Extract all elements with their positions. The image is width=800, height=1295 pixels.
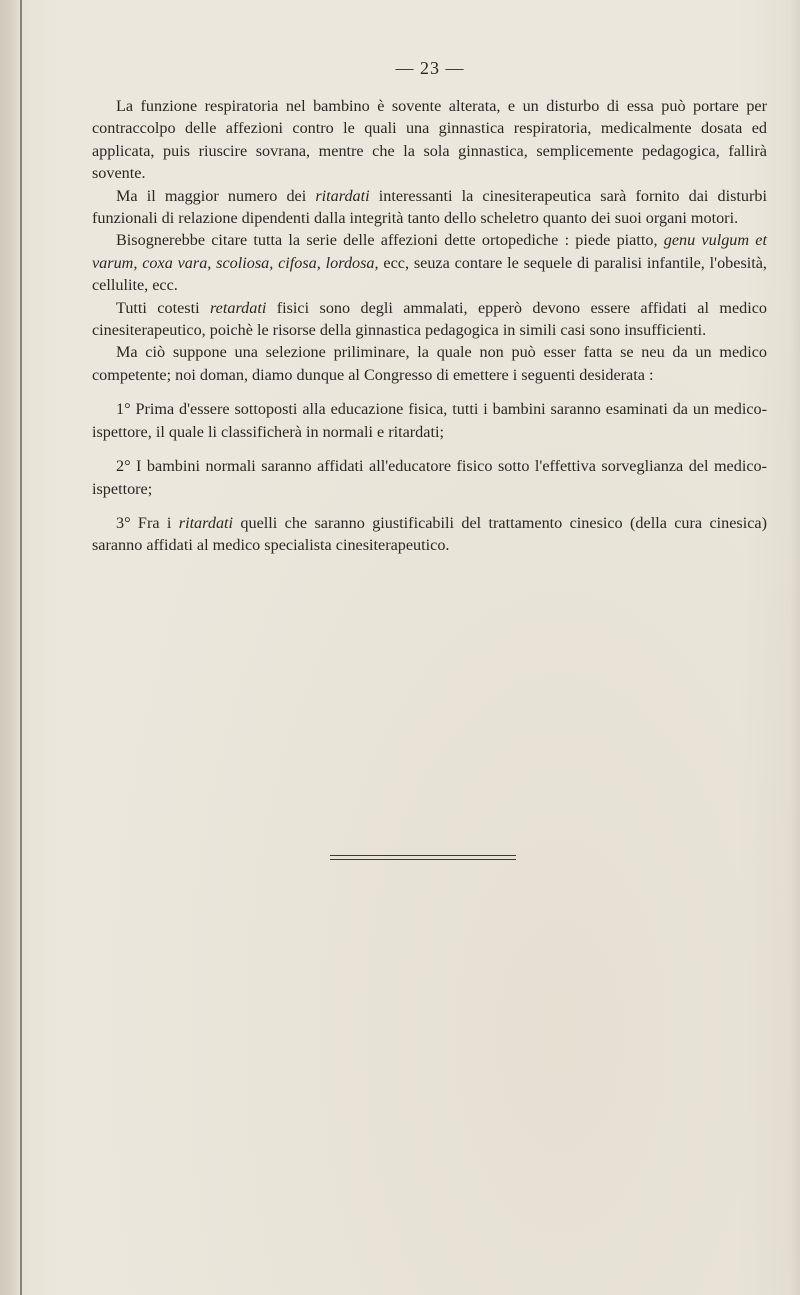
- paragraph-text: Ma il maggior numero dei: [116, 186, 316, 205]
- desideratum-2: 2° I bambini normali saranno affidati all'educatore fisico sotto l'effettiva sorveglianza del medico-ispettore;: [92, 457, 767, 498]
- italic-term: ritardati: [178, 513, 234, 532]
- paragraph-respiratory: La funzione respiratoria nel bambino è sovente alterata, e un disturbo di essa può portare per contraccolpo delle affezioni contro le quali una ginnastica respiratoria, medicalmente dosata ed applicata, puis riuscire sovrana, mentre che la sola ginnastica, semplicemente pedagogica, fallirà sovente.: [92, 97, 767, 183]
- paragraph-text: Bisognerebbe citare tutta la serie delle affezioni dette ortopediche : piede piatto,: [116, 231, 664, 250]
- paragraph-retarded-physical: [92, 297, 767, 342]
- paragraph-text: ecc, seuza contare le sequele di paralisi infantile, l'obesità, cellulite, ecc.: [92, 253, 767, 295]
- body-text: [92, 95, 767, 557]
- desideratum-3: [92, 512, 767, 557]
- paragraph-text: Tutti cotesti: [116, 298, 210, 317]
- paragraph-text: 3° Fra i: [116, 513, 179, 532]
- page-binding-edge: [0, 0, 22, 1295]
- paragraph-text: quelli che saranno giustificabili del trattamento cinesico (della cura cinesica) saranno affidati al medico specialista cinesiterapeutico.: [92, 513, 767, 555]
- paragraph-orthopedic-affections: [92, 229, 767, 296]
- paragraph-text: fisici sono degli ammalati, epperò devono essere affidati al medico cinesiterapeutico, poichè le risorse della ginnastica pedagogica in simili casi sono insufficienti.: [92, 298, 767, 340]
- italic-term: ritardati: [315, 186, 370, 205]
- italic-term: genu vulgum et varum, coxa vara, scoliosa, cifosa, lordosa,: [92, 231, 767, 272]
- paragraph-text: interessanti la cinesiterapeutica sarà fornito dai disturbi funzionali di relazione dipendenti dalla integrità tanto dello scheletro quanto dei suoi organi motori.: [92, 186, 767, 228]
- section-divider-bottom: [330, 859, 516, 860]
- page-binding-line: [20, 0, 22, 1295]
- page-number: — 23 —: [395, 58, 465, 78]
- italic-term: retardati: [209, 298, 267, 317]
- desideratum-1: 1° Prima d'essere sottoposti alla educazione fisica, tutti i bambini saranno esaminati da un medico-ispettore, il quale li classificherà in normali e ritardati;: [92, 400, 767, 441]
- paragraph-preliminary-selection: Ma ciò suppone una selezione priliminare, la quale non può esser fatta se neu da un medico competente; noi doman, diamo dunque al Congresso di emettere i seguenti desiderata :: [92, 343, 767, 384]
- section-divider-top: [330, 855, 516, 856]
- paragraph-functional-disorders: [92, 185, 767, 230]
